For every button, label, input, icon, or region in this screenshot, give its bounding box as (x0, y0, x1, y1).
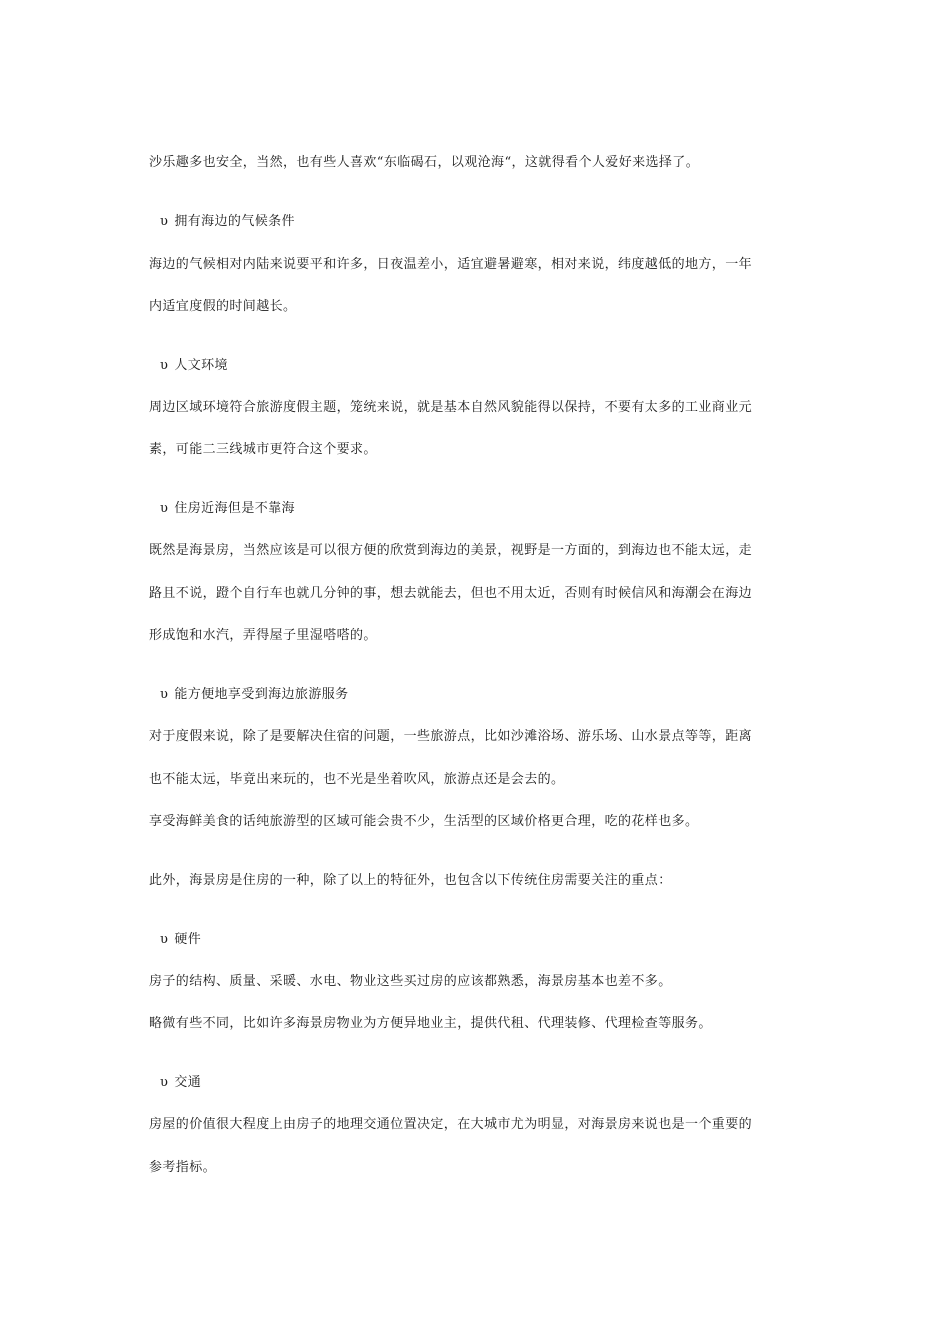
paragraph-line: 形成饱和水汽，弄得屋子里湿嗒嗒的。 (149, 628, 377, 643)
paragraph-line: 房子的结构、质量、采暖、水电、物业这些买过房的应该都熟悉，海景房基本也差不多。 (149, 974, 672, 989)
paragraph-line: 素，可能二三线城市更符合这个要求。 (149, 442, 377, 457)
bullet-heading (160, 685, 349, 705)
paragraph-line: 也不能太远，毕竟出来玩的，也不光是坐着吹风，旅游点还是会去的。 (149, 772, 565, 787)
paragraph-line: 略微有些不同，比如许多海景房物业为方便异地业主，提供代租、代理装修、代理检查等服务。 (149, 1016, 712, 1031)
bullet-heading-text: 能方便地享受到海边旅游服务 (174, 687, 349, 702)
bullet-heading-text: 交通 (174, 1075, 202, 1090)
paragraph-line: 享受海鲜美食的话纯旅游型的区域可能会贵不少，生活型的区域价格更合理，吃的花样也多。 (149, 814, 699, 829)
bullet-heading-text: 硬件 (174, 932, 202, 947)
bullet-heading-text: 拥有海边的气候条件 (174, 214, 295, 229)
paragraph-line: 对于度假来说，除了是要解决住宿的问题，一些旅游点，比如沙滩浴场、游乐场、山水景点等等，距离 (149, 729, 753, 744)
paragraph-line: 内适宜度假的时间越长。 (149, 299, 297, 314)
bullet-mark: υ (160, 501, 169, 516)
bullet-heading (160, 1073, 201, 1093)
paragraph-line: 此外，海景房是住房的一种，除了以上的特征外，也包含以下传统住房需要关注的重点： (149, 873, 672, 888)
paragraph-line: 路且不说，蹬个自行车也就几分钟的事，想去就能去，但也不用太近，否则有时候信风和海潮会在海边 (149, 586, 753, 601)
bullet-heading (160, 356, 228, 376)
bullet-heading (160, 212, 295, 232)
bullet-mark: υ (160, 358, 169, 373)
bullet-heading-text: 住房近海但是不靠海 (174, 501, 295, 516)
paragraph-line: 参考指标。 (149, 1160, 217, 1175)
bullet-mark: υ (160, 687, 169, 702)
bullet-mark: υ (160, 214, 169, 229)
bullet-heading-text: 人文环境 (174, 358, 228, 373)
paragraph-line: 房屋的价值很大程度上由房子的地理交通位置决定，在大城市尤为明显，对海景房来说也是一个重要的 (149, 1117, 753, 1132)
bullet-heading (160, 930, 201, 950)
bullet-heading (160, 499, 295, 519)
paragraph-line: 既然是海景房，当然应该是可以很方便的欣赏到海边的美景，视野是一方面的，到海边也不能太远，走 (149, 543, 753, 558)
bullet-mark: υ (160, 932, 169, 947)
paragraph-line: 海边的气候相对内陆来说要平和许多，日夜温差小，适宜避暑避寒，相对来说，纬度越低的地方，一年 (149, 257, 753, 272)
paragraph-line: 沙乐趣多也安全，当然，也有些人喜欢“东临碣石，以观沧海“，这就得看个人爱好来选择了。 (149, 155, 700, 170)
bullet-mark: υ (160, 1075, 169, 1090)
paragraph-line: 周边区域环境符合旅游度假主题，笼统来说，就是基本自然风貌能得以保持，不要有太多的工业商业元 (149, 400, 753, 415)
